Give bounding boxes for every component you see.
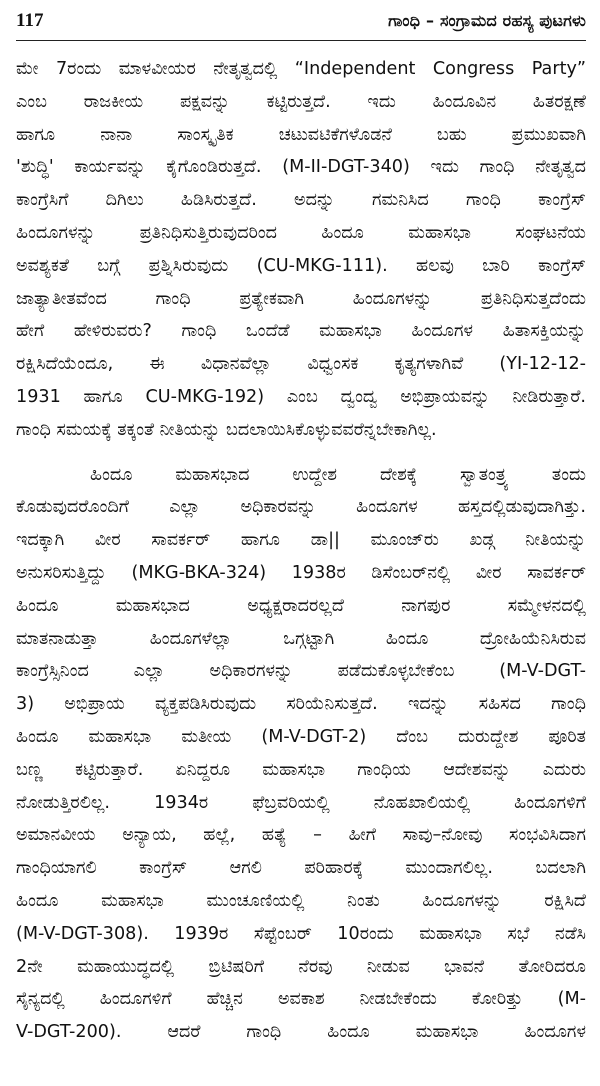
text-line: ನೋಡುತ್ತಿರಲಿಲ್ಲ. 1934ರ ಫೆಬ್ರವರಿಯಲ್ಲಿ ನೊಹಖಾಲಿಯಲ್ಲಿ ಹಿಂದೂಗಳಿಗೆ — [16, 792, 586, 813]
body-text — [16, 53, 586, 1049]
text-line: V-DGT-200). ಆದರೆ ಗಾಂಧಿ ಹಿಂದೂ ಮಹಾಸಭಾ ಹಿಂದೂಗಳ — [16, 1022, 586, 1043]
page-number: 117 — [16, 10, 44, 31]
text-line: ಹಾಗೂ ನಾನಾ ಸಾಂಸ್ಕೃತಿಕ ಚಟುವಟಿಕೆಗಳೊಡನೆ ಬಹು ಪ್ರಮುಖವಾಗಿ — [16, 124, 586, 145]
text-line: ಜಾತ್ಯಾತೀತವೆಂದ ಗಾಂಧಿ ಪ್ರತ್ಯೇಕವಾಗಿ ಹಿಂದೂಗಳನ್ನು ಪ್ರತಿನಿಧಿಸುತ್ತದೆಂದು — [16, 288, 586, 309]
text-line: ಎಂಬ ರಾಜಕೀಯ ಪಕ್ಷವನ್ನು ಕಟ್ಟಿರುತ್ತದೆ. ಇದು ಹಿಂದೂವಿನ ಹಿತರಕ್ಷಣೆ — [16, 91, 586, 112]
text-line: ಮಾತನಾಡುತ್ತಾ ಹಿಂದೂಗಳೆಲ್ಲಾ ಒಗ್ಗಟ್ಟಾಗಿ ಹಿಂದೂ ದ್ರೋಹಿಯೆನಿಸಿರುವ — [16, 628, 586, 649]
text-line: ಗಾಂಧಿಯಾಗಲಿ ಕಾಂಗ್ರೆಸ್ ಆಗಲಿ ಪರಿಹಾರಕ್ಕೆ ಮುಂದಾಗಲಿಲ್ಲ. ಬದಲಾಗಿ — [16, 858, 586, 879]
text-line: ಹಿಂದೂ ಮಹಾಸಭಾದ ಅಧ್ಯಕ್ಷರಾದರಲ್ಲದೆ ನಾಗಪುರ ಸಮ್ಮೇಳನದಲ್ಲಿ — [16, 595, 586, 616]
text-line: (M-V-DGT-308). 1939ರ ಸೆಪ್ಟೆಂಬರ್ 10ರಂದು ಮಹಾಸಭಾ ಸಭೆ ನಡೆಸಿ — [16, 923, 586, 944]
text-line: ಕಾಂಗ್ರೆಸ್ಸಿನಿಂದ ಎಲ್ಲಾ ಅಧಿಕಾರಗಳನ್ನು ಪಡೆದುಕೊಳ್ಳಬೇಕೆಂಬ (M-V-DGT- — [16, 661, 586, 682]
text-line: ಹಿಂದೂ ಮಹಾಸಭಾದ ಉದ್ದೇಶ ದೇಶಕ್ಕೆ ಸ್ವಾತಂತ್ರ್ಯ ತಂದು — [90, 464, 586, 485]
running-title: ಗಾಂಧಿ – ಸಂಗ್ರಾಮದ ರಹಸ್ಯ ಪುಟಗಳು — [388, 11, 586, 30]
text-line: ಮೇ 7ರಂದು ಮಾಳವೀಯರ ನೇತೃತ್ವದಲ್ಲಿ “Independent Congress Party” — [16, 59, 586, 79]
text-line: ಅಮಾನವೀಯ ಅನ್ಯಾಯ, ಹಲ್ಲೆ, ಹತ್ಯೆ – ಹೀಗೆ ಸಾವು–ನೋವು ಸಂಭವಿಸಿದಾಗ — [16, 825, 586, 846]
text-line: ಹೇಗೆ ಹೇಳಿರುವರು? ಗಾಂಧಿ ಒಂದೆಡೆ ಮಹಾಸಭಾ ಹಿಂದೂಗಳ ಹಿತಾಸಕ್ತಿಯನ್ನು — [16, 321, 586, 342]
text-line: ಹಿಂದೂಗಳನ್ನು ಪ್ರತಿನಿಧಿಸುತ್ತಿರುವುದರಿಂದ ಹಿಂದೂ ಮಹಾಸಭಾ ಸಂಘಟನೆಯ — [16, 222, 586, 243]
text-line: ಗಾಂಧಿ ಸಮಯಕ್ಕೆ ತಕ್ಕಂತೆ ನೀತಿಯನ್ನು ಬದಲಾಯಿಸಿಕೊಳ್ಳುವವರೆನ್ನಬೇಕಾಗಿಲ್ಲ. — [16, 419, 437, 440]
text-line: ಅವಶ್ಯಕತೆ ಬಗ್ಗೆ ಪ್ರಶ್ನಿಸಿರುವುದು (CU-MKG-111). ಹಲವು ಬಾರಿ ಕಾಂಗ್ರೆಸ್ — [16, 255, 586, 276]
text-line: 1931 ಹಾಗೂ CU-MKG-192) ಎಂಬ ದ್ವಂದ್ವ ಅಭಿಪ್ರಾಯವನ್ನು ನೀಡಿರುತ್ತಾರೆ. — [16, 386, 586, 407]
text-line: ಕಾಂಗ್ರೆಸಿಗೆ ದಿಗಿಲು ಹಿಡಿಸಿರುತ್ತದೆ. ಅದನ್ನು ಗಮನಿಸಿದ ಗಾಂಧಿ ಕಾಂಗ್ರೆಸ್ — [16, 190, 586, 211]
paragraph — [16, 53, 586, 447]
paragraph — [16, 459, 586, 1049]
text-line: ಬಣ್ಣ ಕಟ್ಟಿರುತ್ತಾರೆ. ಏನಿದ್ದರೂ ಮಹಾಸಭಾ ಗಾಂಧಿಯ ಆದೇಶವನ್ನು ಎದುರು — [16, 759, 586, 780]
text-line: 3) ಅಭಿಪ್ರಾಯ ವ್ಯಕ್ತಪಡಿಸಿರುವುದು ಸರಿಯೆನಿಸುತ್ತದೆ. ಇದನ್ನು ಸಹಿಸದ ಗಾಂಧಿ — [16, 694, 586, 715]
text-line: ಕೊಡುವುದರೊಂದಿಗೆ ಎಲ್ಲಾ ಅಧಿಕಾರವನ್ನು ಹಿಂದೂಗಳ ಹಸ್ತದಲ್ಲಿಡುವುದಾಗಿತ್ತು. — [16, 497, 586, 518]
text-line: ಇದಕ್ಕಾಗಿ ವೀರ ಸಾವರ್ಕರ್ ಹಾಗೂ ಡಾ|| ಮೂಂಜ್‌ರು ಖಡ್ಗ ನೀತಿಯನ್ನು — [16, 530, 586, 551]
text-line: ಹಿಂದೂ ಮಹಾಸಭಾ ಮುಂಚೂಣಿಯಲ್ಲಿ ನಿಂತು ಹಿಂದೂಗಳನ್ನು ರಕ್ಷಿಸಿದೆ — [16, 890, 586, 911]
text-line: 'ಶುದ್ಧಿ' ಕಾರ್ಯವನ್ನು ಕೈಗೊಂಡಿರುತ್ತದೆ. (M-II-DGT-340) ಇದು ಗಾಂಧಿ ನೇತೃತ್ವದ — [16, 157, 586, 178]
text-line: ಸೈನ್ಯದಲ್ಲಿ ಹಿಂದೂಗಳಿಗೆ ಹೆಚ್ಚಿನ ಅವಕಾಶ ನೀಡಬೇಕೆಂದು ಕೋರಿತ್ತು (M- — [16, 989, 586, 1010]
text-line: ಹಿಂದೂ ಮಹಾಸಭಾ ಮತೀಯ (M-V-DGT-2) ದೆಂಬ ದುರುದ್ದೇಶ ಪೂರಿತ — [16, 726, 586, 747]
text-line: ಅನುಸರಿಸುತ್ತಿದ್ದು (MKG-BKA-324) 1938ರ ಡಿಸೆಂಬರ್‌ನಲ್ಲಿ ವೀರ ಸಾವರ್ಕರ್ — [16, 562, 586, 583]
text-line: ರಕ್ಷಿಸಿದೆಯೆಂದೂ, ಈ ವಿಧಾನವೆಲ್ಲಾ ವಿಧ್ವಂಸಕ ಕೃತ್ಯಗಳಾಗಿವೆ (YI-12-12- — [16, 354, 586, 375]
page-header — [16, 10, 586, 41]
text-line: 2ನೇ ಮಹಾಯುದ್ಧದಲ್ಲಿ ಬ್ರಿಟಿಷರಿಗೆ ನೆರವು ನೀಡುವ ಭಾವನೆ ತೋರಿದರೂ — [16, 956, 586, 977]
